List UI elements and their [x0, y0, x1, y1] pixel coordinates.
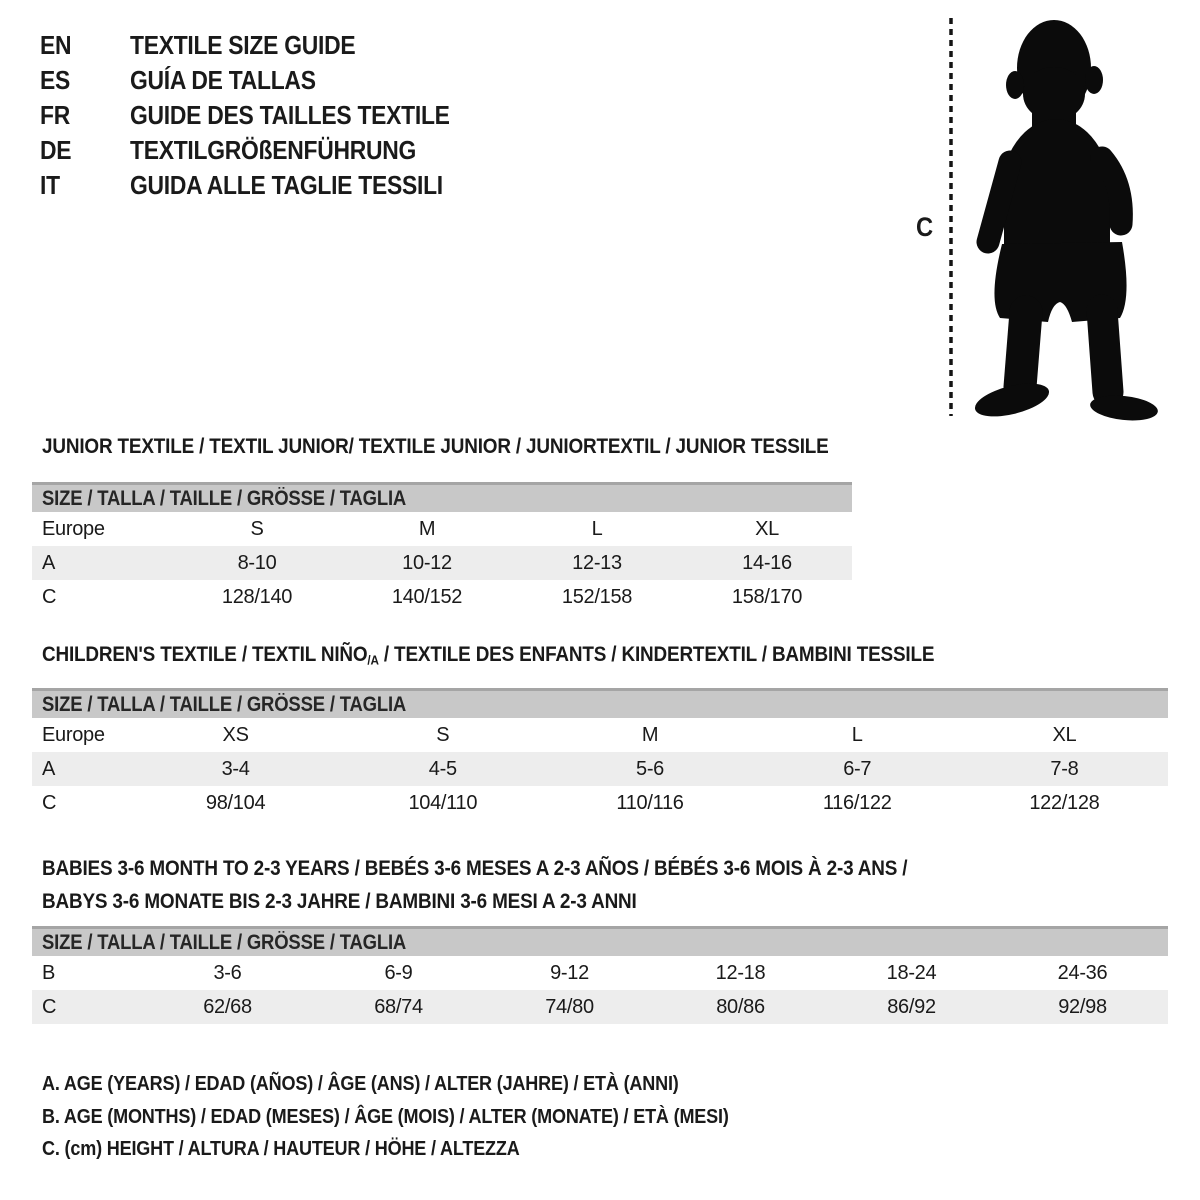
language-title: GUIDA ALLE TAGLIE TESSILI — [130, 170, 443, 200]
size-cell: 92/98 — [1058, 995, 1107, 1018]
size-cell: 7-8 — [1050, 757, 1079, 780]
size-cell: 98/104 — [205, 791, 266, 814]
size-cell: 4-5 — [428, 757, 457, 780]
legend-line: B. AGE (MONTHS) / EDAD (MESES) / ÂGE (MOIS) / ALTER (MONATE) / ETÀ (MESI) — [42, 1104, 729, 1128]
row-cells — [132, 724, 1168, 747]
row-label: C — [42, 995, 57, 1018]
size-cell: 80/86 — [716, 995, 765, 1018]
size-cell: XL — [755, 517, 779, 540]
language-row — [40, 98, 493, 133]
language-code: EN — [40, 30, 72, 60]
babies-heading-line1: BABIES 3-6 MONTH TO 2-3 YEARS / BEBÉS 3-6 MESES A 2-3 AÑOS / BÉBÉS 3-6 MOIS À 2-3 ANS / — [42, 856, 908, 880]
table-row — [32, 786, 1168, 820]
language-title: TEXTILGRÖßENFÜHRUNG — [130, 135, 417, 165]
language-title-list — [40, 28, 493, 203]
size-cell: 140/152 — [391, 585, 463, 608]
size-cell: 152/158 — [561, 585, 633, 608]
language-row — [40, 63, 493, 98]
size-cell: 116/122 — [822, 791, 892, 814]
size-cell: M — [641, 723, 659, 746]
children-heading-text-tail: / TEXTILE DES ENFANTS / KINDERTEXTIL / BAMBINI TESSILE — [378, 642, 935, 666]
table-row — [32, 718, 1168, 752]
size-cell: 86/92 — [887, 995, 936, 1018]
size-cell: XL — [1052, 723, 1077, 746]
height-dotted-line-icon — [948, 18, 954, 416]
size-cell: XS — [222, 723, 249, 746]
row-label: C — [42, 791, 57, 814]
row-cells — [132, 758, 1168, 781]
size-cell: 122/128 — [1029, 791, 1100, 814]
size-cell: 3-6 — [213, 961, 242, 984]
size-cell: 14-16 — [742, 551, 792, 574]
size-cell: 68/74 — [374, 995, 423, 1018]
table-row — [32, 512, 852, 546]
size-cell: L — [591, 517, 603, 540]
row-label: B — [42, 961, 56, 984]
size-cell: 62/68 — [203, 995, 252, 1018]
size-cell: 24-36 — [1057, 961, 1108, 984]
legend-line: C. (cm) HEIGHT / ALTURA / HAUTEUR / HÖHE / ALTEZZA — [42, 1137, 520, 1160]
language-title: GUIDE DES TAILLES TEXTILE — [130, 100, 450, 130]
babies-size-table — [32, 926, 1168, 1024]
language-code: DE — [40, 135, 72, 165]
row-cells — [142, 962, 1168, 985]
size-cell: 6-7 — [843, 757, 872, 780]
size-cell: 9-12 — [550, 961, 589, 984]
row-label: Europe — [42, 723, 105, 746]
size-cell: S — [436, 723, 450, 746]
junior-size-table — [32, 482, 852, 614]
children-heading-text: CHILDREN'S TEXTILE / TEXTIL NIÑO — [42, 642, 368, 666]
row-cells — [142, 996, 1168, 1019]
table-row — [32, 546, 852, 580]
size-header-bar: SIZE / TALLA / TAILLE / GRÖSSE / TAGLIA — [32, 926, 1168, 956]
language-title: GUÍA DE TALLAS — [130, 65, 316, 95]
size-cell: 74/80 — [545, 995, 594, 1018]
size-cell: 12-18 — [715, 961, 766, 984]
size-cell: 18-24 — [886, 961, 937, 984]
language-code: ES — [40, 65, 71, 95]
children-section-heading — [42, 642, 1056, 667]
row-label: A — [42, 757, 56, 780]
junior-section-heading: JUNIOR TEXTILE / TEXTIL JUNIOR/ TEXTILE JUNIOR / JUNIORTEXTIL / JUNIOR TESSILE — [42, 434, 829, 458]
toddler-silhouette-icon — [964, 12, 1164, 422]
size-cell: 8-10 — [237, 551, 277, 574]
size-cell: L — [851, 723, 863, 746]
row-cells — [172, 552, 852, 575]
language-row — [40, 168, 493, 203]
row-cells — [172, 586, 852, 609]
children-table-rows — [32, 718, 1168, 820]
size-cell: 10-12 — [402, 551, 452, 574]
height-measure-label: C — [916, 212, 934, 242]
row-cells — [172, 518, 852, 541]
junior-table-rows — [32, 512, 852, 614]
language-row — [40, 28, 493, 63]
table-row — [32, 580, 852, 614]
size-cell: S — [250, 517, 264, 540]
babies-heading-line2: BABYS 3-6 MONATE BIS 2-3 JAHRE / BAMBINI 3-6 MESI A 2-3 ANNI — [42, 889, 637, 913]
language-code: FR — [40, 100, 70, 130]
legend-line: A. AGE (YEARS) / EDAD (AÑOS) / ÂGE (ANS) / ALTER (JAHRE) / ETÀ (ANNI) — [42, 1072, 679, 1095]
babies-table-rows — [32, 956, 1168, 1024]
table-row — [32, 752, 1168, 786]
babies-section-heading — [42, 852, 1025, 918]
size-header-bar: SIZE / TALLA / TAILLE / GRÖSSE / TAGLIA — [32, 688, 1168, 718]
size-cell: 104/110 — [408, 791, 478, 814]
size-cell: 6-9 — [384, 961, 413, 984]
row-label: A — [42, 551, 56, 574]
language-code: IT — [40, 170, 60, 200]
row-label: Europe — [42, 517, 105, 540]
language-row — [40, 133, 493, 168]
children-heading-subscript: /A — [367, 652, 379, 668]
row-label: C — [42, 585, 57, 608]
size-cell: 12-13 — [572, 551, 622, 574]
size-cell: 158/170 — [731, 585, 803, 608]
size-header-bar: SIZE / TALLA / TAILLE / GRÖSSE / TAGLIA — [32, 482, 852, 512]
table-row — [32, 990, 1168, 1024]
measure-legend — [42, 1072, 822, 1170]
children-size-table — [32, 688, 1168, 820]
size-cell: M — [418, 517, 436, 540]
size-cell: 3-4 — [221, 757, 250, 780]
language-title: TEXTILE SIZE GUIDE — [130, 30, 356, 60]
row-cells — [132, 792, 1168, 815]
size-cell: 110/116 — [616, 791, 684, 814]
table-row — [32, 956, 1168, 990]
size-cell: 128/140 — [221, 585, 293, 608]
size-cell: 5-6 — [636, 757, 665, 780]
